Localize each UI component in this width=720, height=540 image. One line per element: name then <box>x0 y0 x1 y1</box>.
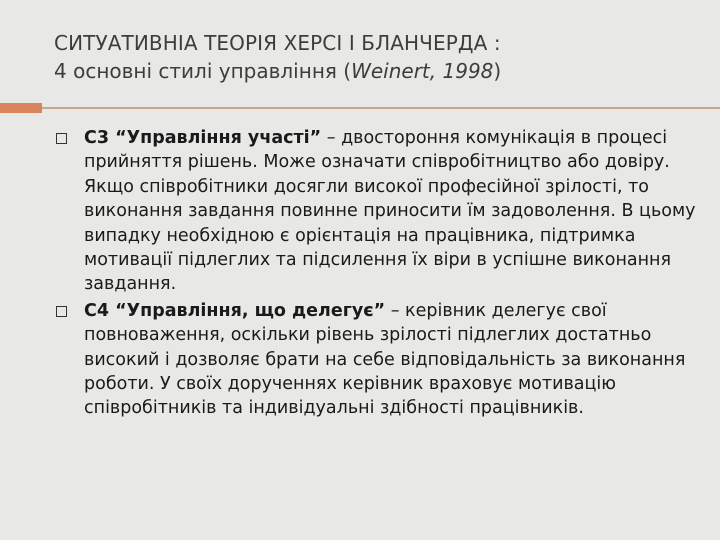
subtitle-citation: Weinert, 1998 <box>351 59 494 83</box>
list-item-body: – керівник делегує свої повноваження, оскільки рівень зрілості підлеглих достатньо високий і дозволяє брати на себе відповідальність за виконання роботи. У своїх дорученнях керівник враховує мотивацію співробітників та індивідуальні здібності працівників. <box>84 300 686 419</box>
page-subtitle <box>54 58 694 84</box>
square-bullet-icon <box>56 133 67 144</box>
list-item-body: – двостороння комунікація в процесі прийняття рішень. Може означати співробітництво або довіру. Якщо співробітники досягли високої професійної зрілості, то виконання завдання повинне приносити їм задоволення. В цьому випадку необхідною є орієнтація на працівника, підтримка мотивації підлеглих та підсилення їх віри в успішне виконання завдання. <box>84 128 696 295</box>
list-item-text <box>84 126 702 297</box>
list-item <box>52 126 702 297</box>
list-item-label: С4 “Управління, що делегує” <box>84 300 386 321</box>
page-title: СИТУАТИВНІА ТЕОРІЯ ХЕРСІ І БЛАНЧЕРДА : <box>54 31 501 55</box>
square-bullet-icon <box>56 306 67 317</box>
divider-line <box>42 107 720 109</box>
subtitle-prefix: 4 основні стилі управління ( <box>54 59 352 83</box>
list-item-text <box>84 299 702 421</box>
title-block <box>54 30 694 84</box>
accent-bar <box>0 103 42 113</box>
list-item-label: С3 “Управління участі” <box>84 128 322 148</box>
subtitle-suffix: ) <box>493 59 502 83</box>
list-item <box>52 299 702 421</box>
bullet-list <box>52 126 702 423</box>
